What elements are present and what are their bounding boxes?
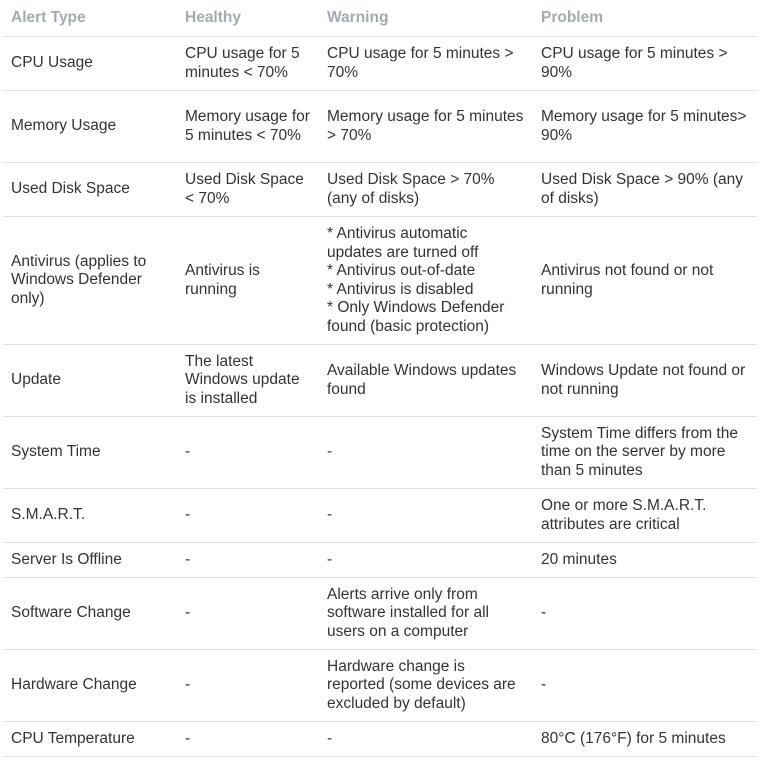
cell-alert-type: Server Is Offline [3,543,177,578]
cell-alert-type: S.M.A.R.T. [3,489,177,543]
cell-alert-type: Used Disk Space [3,163,177,217]
cell-healthy: Used Disk Space < 70% [177,163,319,217]
cell-healthy: - [177,543,319,578]
cell-problem: Used Disk Space > 90% (any of disks) [533,163,757,217]
table-row [3,543,757,578]
cell-warning: Alerts arrive only from software installed for all users on a computer [319,578,533,650]
cell-healthy: - [177,578,319,650]
cell-warning: Available Windows updates found [319,345,533,417]
cell-warning: - [319,417,533,489]
cell-problem: Memory usage for 5 minutes> 90% [533,91,757,163]
cell-warning: Used Disk Space > 70% (any of disks) [319,163,533,217]
cell-healthy: - [177,489,319,543]
cell-problem: One or more S.M.A.R.T. attributes are critical [533,489,757,543]
header-warning: Warning [319,0,533,37]
cell-alert-type: Hardware Change [3,650,177,722]
cell-problem: System Time differs from the time on the server by more than 5 minutes [533,417,757,489]
cell-warning: * Antivirus automatic updates are turned off * Antivirus out-of-date * Antivirus is disabled * Only Windows Defender found (basic protection) [319,217,533,345]
cell-problem: 20 minutes [533,543,757,578]
header-problem: Problem [533,0,757,37]
table-row [3,217,757,345]
table-row [3,37,757,91]
cell-healthy: Memory usage for 5 minutes < 70% [177,91,319,163]
table-row [3,91,757,163]
cell-healthy: Antivirus is running [177,217,319,345]
cell-problem: CPU usage for 5 minutes > 90% [533,37,757,91]
alert-types-table [3,0,757,757]
cell-problem: Windows Update not found or not running [533,345,757,417]
cell-problem: - [533,650,757,722]
cell-problem: - [533,578,757,650]
cell-alert-type: CPU Temperature [3,722,177,757]
cell-warning: - [319,543,533,578]
table-body [3,37,757,757]
cell-healthy: - [177,417,319,489]
cell-warning: Hardware change is reported (some devices are excluded by default) [319,650,533,722]
cell-healthy: - [177,650,319,722]
cell-alert-type: Antivirus (applies to Windows Defender only) [3,217,177,345]
table-header-row [3,0,757,37]
cell-warning: CPU usage for 5 minutes > 70% [319,37,533,91]
cell-healthy: - [177,722,319,757]
cell-warning: - [319,489,533,543]
cell-healthy: CPU usage for 5 minutes < 70% [177,37,319,91]
cell-alert-type: Memory Usage [3,91,177,163]
cell-alert-type: Software Change [3,578,177,650]
cell-problem: Antivirus not found or not running [533,217,757,345]
cell-warning: - [319,722,533,757]
table-row [3,578,757,650]
cell-problem: 80°C (176°F) for 5 minutes [533,722,757,757]
table-row [3,163,757,217]
table-row [3,722,757,757]
cell-warning: Memory usage for 5 minutes > 70% [319,91,533,163]
cell-alert-type: System Time [3,417,177,489]
table-row [3,489,757,543]
table-row [3,345,757,417]
cell-alert-type: Update [3,345,177,417]
table-row [3,650,757,722]
cell-alert-type: CPU Usage [3,37,177,91]
table-row [3,417,757,489]
header-alert-type: Alert Type [3,0,177,37]
header-healthy: Healthy [177,0,319,37]
cell-healthy: The latest Windows update is installed [177,345,319,417]
